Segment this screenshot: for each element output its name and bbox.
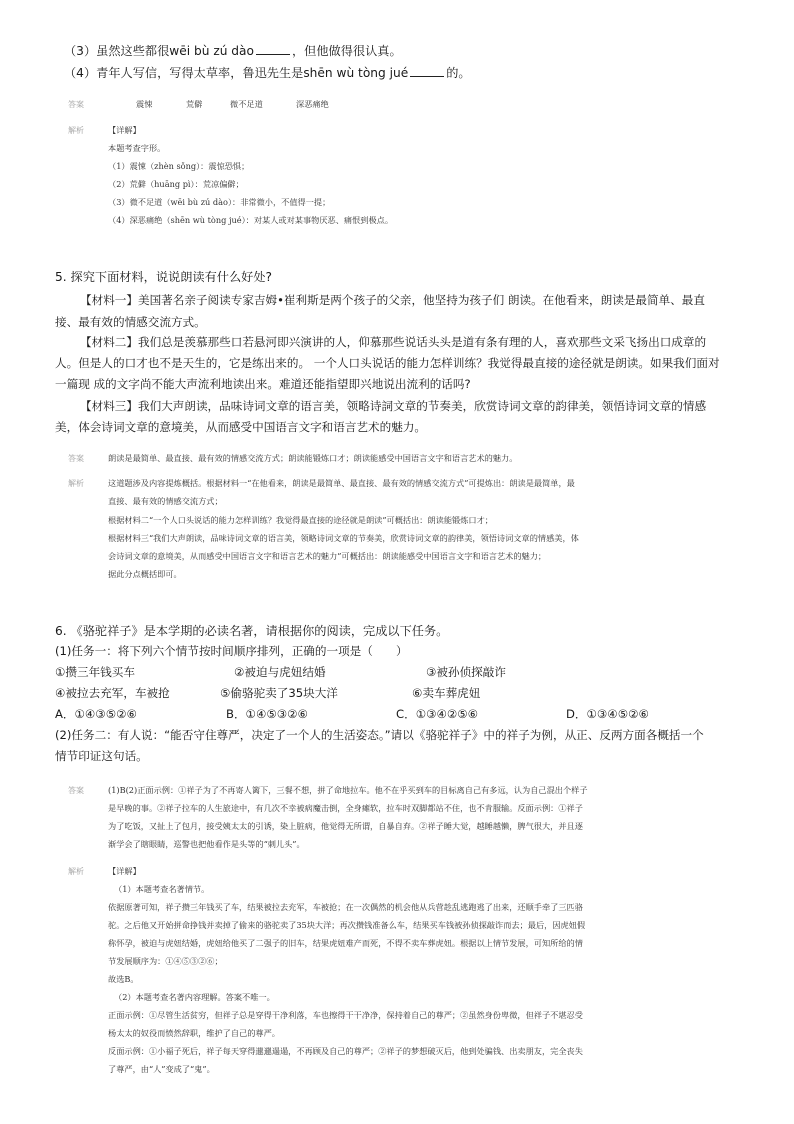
analysis-line: 反面示例：①小福子死后，祥子每天穿得邋邋遢遢，不再顾及自己的尊严；②祥子的梦想破灭后，他到处骗钱、出卖朋友，完全丧失 xyxy=(108,1046,583,1056)
answer-tag: 答案 xyxy=(68,786,84,795)
task-2: 情节印证这句话。 xyxy=(55,749,148,763)
question-6-title: 6. 《骆驼祥子》是本学期的必读名著，请根据你的阅读，完成以下任务。 xyxy=(55,624,449,638)
analysis-line: 故选B。 xyxy=(108,974,139,984)
blank-line xyxy=(410,66,444,77)
analysis-line: 【详解】 xyxy=(108,866,141,876)
blank-line xyxy=(256,44,290,55)
material-line: 人。但是人的口才也不是天生的，它是练出来的。 一个人口头说话的能力怎样训练？我觉得最直接的途径就是朗读。如果我们面对 xyxy=(55,356,720,370)
analysis-line: 节发展顺序为：①④⑤③②⑥； xyxy=(108,956,223,966)
choice-a[interactable]: A．①④③⑤②⑥ xyxy=(55,707,137,721)
question-4-3-prefix: （3）虽然这些都很wēi bù zú dào xyxy=(64,44,254,58)
material-line: 一篇现 成的文字尚不能大声流利地读出来。难道还能指望即兴地说出流利的话吗? xyxy=(55,377,471,391)
analysis-line: 根据材料二“一个人口头说话的能力怎样训练？我觉得最直接的途径就是朗读”可概括出：朗读能锻炼口才； xyxy=(108,515,493,525)
answer-line: 是早晚的事。②祥子拉车的人生旅途中，有几次不幸被病魔击倒，全身瘫软，拉车时双脚都站不住，也不肯服输。反面示例：①祥子 xyxy=(108,803,583,813)
answer-word-4: 深恶痛绝 xyxy=(296,99,329,109)
analysis-line: 杨太太的奴役而愤然辞职，维护了自己的尊严。 xyxy=(108,1028,280,1038)
answer-word-3: 微不足道 xyxy=(230,99,263,109)
task-2: (2)任务二：有人说：“能否守住尊严，决定了一个人的生活姿态。”请以《骆驼祥子》中的祥子为例，从正、反两方面各概括一个 xyxy=(55,728,704,742)
question-4-4 xyxy=(64,64,471,81)
analysis-line: 本题考查字形。 xyxy=(108,143,166,153)
analysis-line: （2）本题考查名著内容理解。答案不唯一。 xyxy=(114,992,275,1002)
analysis-line: （3）微不足道（wēi bù zú dào）：非常微小，不值得一提； xyxy=(108,197,331,207)
material-line: 接、最有效的情感交流方式。 xyxy=(55,315,206,329)
answer-tag: 答案 xyxy=(68,454,84,463)
analysis-line: 根据材料三“我们大声朗读，品味诗词文章的语言美，领略诗词文章的节奏美，欣赏诗词文章的韵律美，领悟诗词文章的情感美，体 xyxy=(108,533,579,543)
option-item: ④被拉去充军，车被抢 xyxy=(55,686,170,700)
question-4-4-prefix: （4）青年人写信，写得太草率，鲁迅先生是shēn wù tòng jué xyxy=(64,66,409,80)
analysis-line: 正面示例：①尽管生活贫穷，但祥子总是穿得干净利落，车也擦得干干净净，保持着自己的尊严；②虽然身份卑微，但祥子不堪忍受 xyxy=(108,1010,583,1020)
analysis-line: （1）震悚（zhèn sǒng）：震惊恐惧； xyxy=(108,161,250,171)
answer-line: (1)B(2)正面示例：①祥子为了不再寄人篱下，三餐不想，拼了命地拉车。他不在乎买到车的目标离自己有多远，认为自己混出个样子 xyxy=(108,785,588,795)
analysis-tag: 解析 xyxy=(68,479,84,488)
question-4-3 xyxy=(64,42,402,59)
task-1: (1)任务一：将下列六个情节按时间顺序排列，正确的一项是（ ） xyxy=(55,644,408,658)
choice-b[interactable]: B．①④⑤③②⑥ xyxy=(226,707,308,721)
analysis-line: 这道题涉及内容提炼概括。根据材料一“在他看来，朗读是最简单、最直接、最有效的情感交流方式”可提炼出：朗读是最简单，最 xyxy=(108,478,575,488)
analysis-line: （1）本题考查名著情节。 xyxy=(114,884,210,894)
question-5-title: 5. 探究下面材料，说说朗读有什么好处? xyxy=(55,270,272,284)
material-line: 【材料一】美国著名亲子阅读专家吉姆•崔利斯是两个孩子的父亲，他坚持为孩子们 朗读。在他看来，朗读是最简单、最直 xyxy=(80,293,705,307)
question-4-4-suffix: 的。 xyxy=(446,66,471,80)
answer-word-2: 荒僻 xyxy=(186,99,203,109)
analysis-tag: 解析 xyxy=(68,867,84,876)
analysis-line: 会诗词文章的意境美，从而感受中国语言文字和语言艺术的魅力”可概括出：朗读能感受中国语言文字和语言艺术的魅力； xyxy=(108,551,547,561)
analysis-line: 直接、最有效的情感交流方式； xyxy=(108,496,223,506)
answer-line: 为了吃饭，又扯上了包月，接受姨太太的引诱，染上脏病，他觉得无所谓，自暴自弃。②祥子睡大觉，越睡越懒，脾气很大，并且逐 xyxy=(108,821,583,831)
answer-word-1: 震悚 xyxy=(136,99,153,109)
analysis-line: 了尊严，由“人”变成了“鬼”。 xyxy=(108,1064,215,1074)
option-item: ⑥卖车葬虎妞 xyxy=(412,686,481,700)
analysis-line: 称怀孕，被迫与虎妞结婚，虎妞给他买了二强子的旧车，结果虎妞难产而死，不得不卖车葬虎妞。根据以上情节发展，可知所给的情 xyxy=(108,938,583,948)
analysis-line: 依据原著可知，祥子攒三年钱买了车，结果被拉去充军，车被抢；在一次偶然的机会他从兵营趁乱逃跑逃了出来，还顺手牵了三匹骆 xyxy=(108,902,583,912)
answer-tag: 答案 xyxy=(68,100,84,109)
choice-c[interactable]: C．①③④②⑤⑥ xyxy=(396,707,479,721)
analysis-line: （2）荒僻（huāng pì）：荒凉偏僻； xyxy=(108,179,244,189)
analysis-tag: 解析 xyxy=(68,126,84,135)
answer-line: 渐学会了瞎眼睛，巡警也把他看作是头等的“刺儿头”。 xyxy=(108,839,305,849)
option-item: ①攒三年钱买车 xyxy=(55,665,135,679)
choice-d[interactable]: D．①③④⑤②⑥ xyxy=(566,707,649,721)
option-item: ②被迫与虎妞结婚 xyxy=(234,665,326,679)
analysis-line: 【详解】 xyxy=(108,125,141,135)
answer-text: 朗读是最简单、最直接、最有效的情感交流方式；朗读能锻炼口才；朗读能感受中国语言文字和语言艺术的魅力。 xyxy=(108,453,518,463)
material-line: 【材料二】我们总是羡慕那些口若悬河即兴演讲的人，仰慕那些说话头头是道有条有理的人，喜欢那些文采飞扬出口成章的 xyxy=(80,335,707,349)
material-line: 【材料三】我们大声朗读，品味诗词文章的语言美，领略诗詞文章的节奏美，欣赏诗词文章的韵律美，领悟诗词文章的情感 xyxy=(80,399,707,413)
analysis-line: 驼。之后他又开始拼命挣钱并卖掉了偷来的骆驼卖了35块大洋；再次攒钱准备么车，结果买车钱被孙侦探敲诈而去；最后，因虎妞假 xyxy=(108,920,586,930)
question-4-3-suffix: ，但他做得很认真。 xyxy=(291,44,402,58)
option-item: ⑤偷骆驼卖了35块大洋 xyxy=(220,686,338,700)
analysis-line: 据此分点概括即可。 xyxy=(108,569,182,579)
material-line: 美，体会诗词文章的意境美，从而感受中国语言文字和语言艺术的魅力。 xyxy=(55,420,427,434)
option-item: ③被孙侦探敲诈 xyxy=(426,665,506,679)
analysis-line: （4）深恶痛绝（shēn wù tòng jué）：对某人或对某事物厌恶、痛恨到极点。 xyxy=(108,215,394,225)
